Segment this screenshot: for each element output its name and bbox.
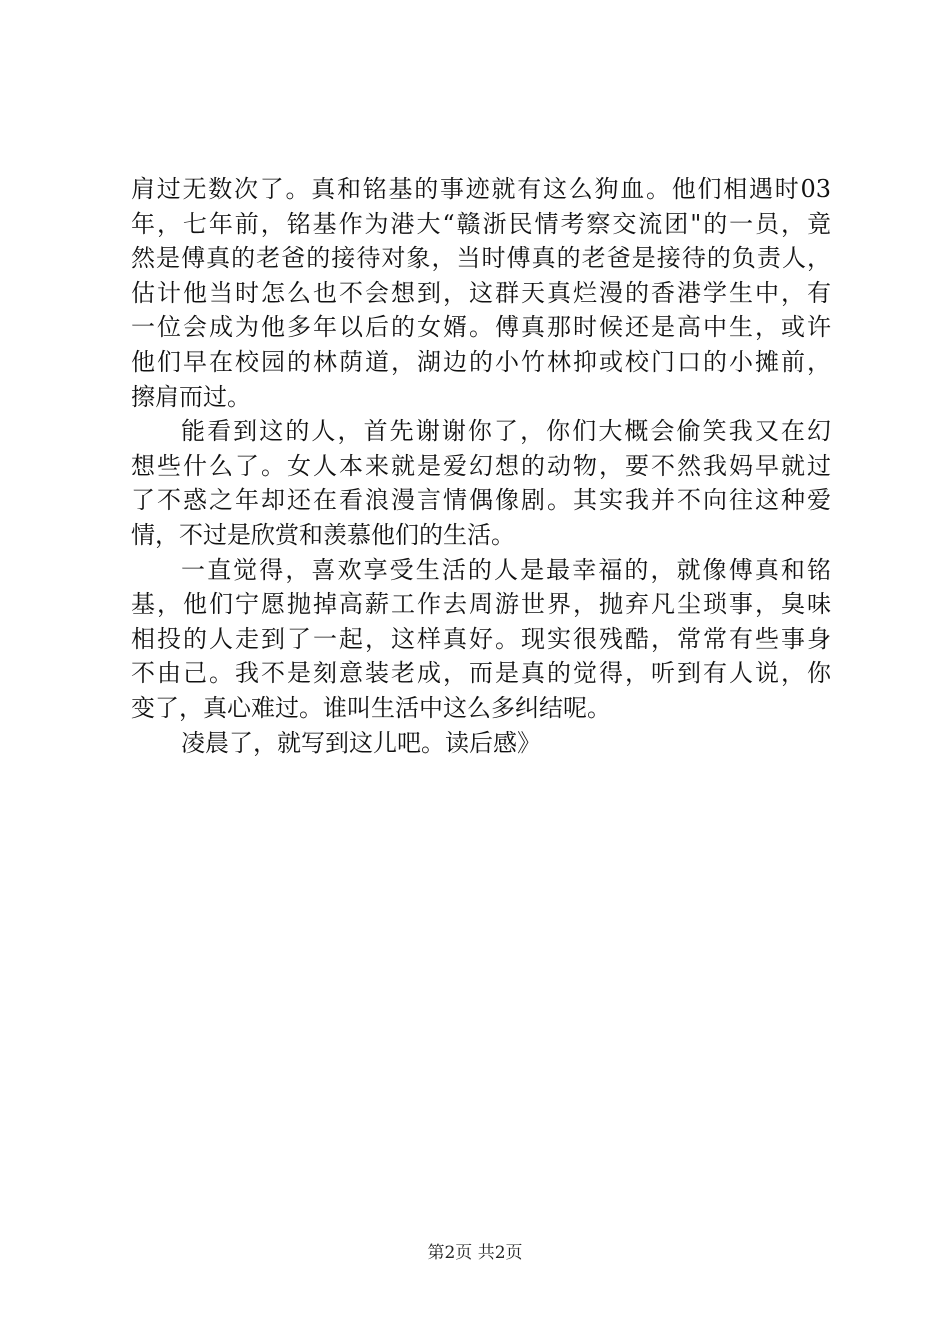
text-line: 估计他当时怎么也不会想到，这群天真烂漫的香港学生中，有 xyxy=(131,278,831,307)
text-line: 变了，真心难过。谁叫生活中这么多纠结呢。 xyxy=(131,693,611,722)
text-line: 相投的人走到了一起，这样真好。现实很残酷，常常有些事身 xyxy=(131,624,831,653)
text-line: 然是傅真的老爸的接待对象，当时傅真的老爸是接待的负责人， xyxy=(131,244,831,273)
text-line: 年，七年前，铭基作为港大“赣浙民情考察交流团"的一员，竟 xyxy=(131,209,831,238)
text-line: 擦肩而过。 xyxy=(131,382,251,411)
text-line: 了不惑之年却还在看浪漫言情偶像剧。其实我并不向往这种爱 xyxy=(131,486,831,515)
text-line: 肩过无数次了。真和铭基的事迹就有这么狗血。他们相遇时03 xyxy=(131,175,831,203)
text-line: 不由己。我不是刻意装老成，而是真的觉得，听到有人说，你 xyxy=(131,659,831,688)
page-footer: 第2页 共2页 xyxy=(427,1243,523,1263)
text-line: 他们早在校园的林荫道，湖边的小竹林抑或校门口的小摊前， xyxy=(131,347,831,376)
text-line: 能看到这的人，首先谢谢你了，你们大概会偷笑我又在幻 xyxy=(181,417,831,446)
text-line: 情，不过是欣赏和羡慕他们的生活。 xyxy=(131,520,515,549)
text-line: 想些什么了。女人本来就是爱幻想的动物，要不然我妈早就过 xyxy=(131,451,831,480)
text-line: 基，他们宁愿抛掉高薪工作去周游世界，抛弃凡尘琐事，臭味 xyxy=(131,590,831,619)
text-line: 一位会成为他多年以后的女婿。傅真那时候还是高中生，或许 xyxy=(131,313,831,342)
text-line: 凌晨了，就写到这儿吧。读后感》 xyxy=(181,728,541,757)
text-line: 一直觉得，喜欢享受生活的人是最幸福的，就像傅真和铭 xyxy=(181,555,831,584)
document-body xyxy=(131,172,831,760)
